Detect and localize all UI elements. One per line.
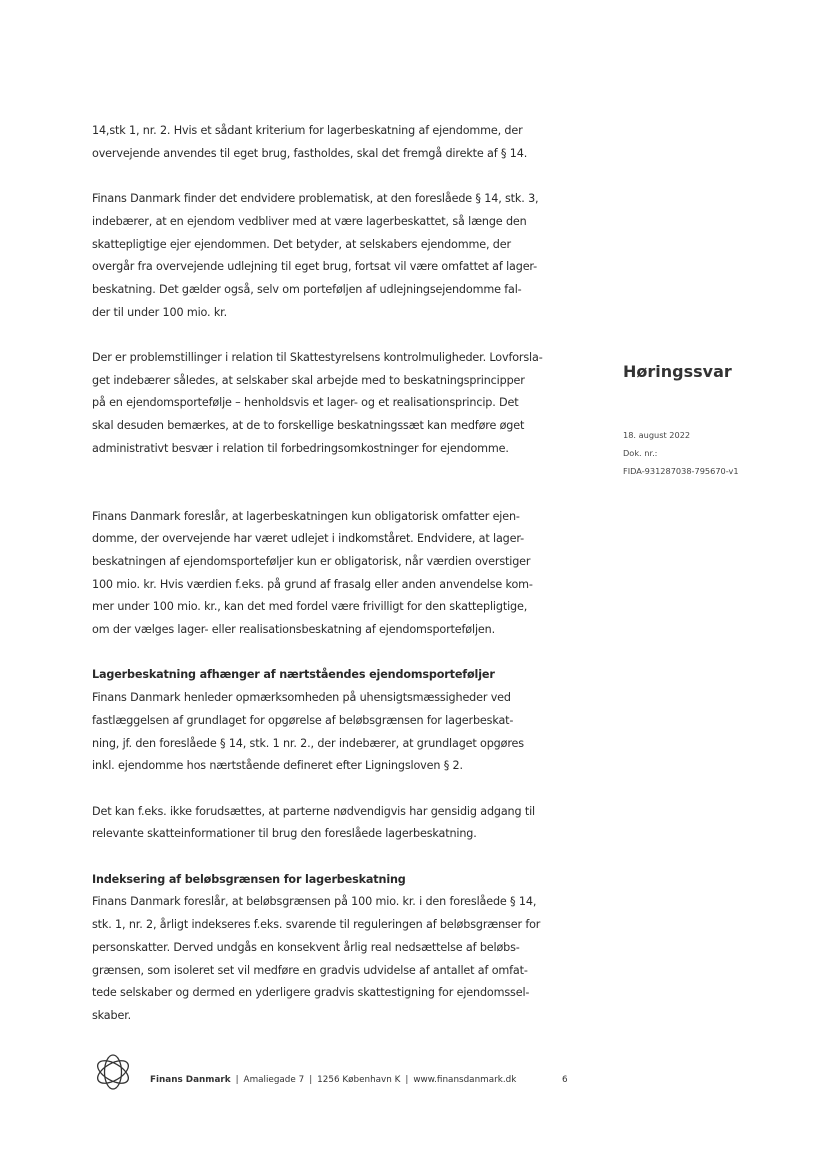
text-line: stk. 1, nr. 2, årligt indekseres f.eks. svarende til reguleringen af beløbsgrænser for [92, 918, 541, 932]
text-line: Det kan f.eks. ikke forudsættes, at parterne nødvendigvis har gensidig adgang til [92, 804, 536, 818]
document-number: FIDA-931287038-795670-v1 [623, 466, 739, 476]
text-line: overvejende anvendes til eget brug, fastholdes, skal det fremgå direkte af § 14. [92, 146, 528, 160]
text-line: skaber. [92, 1008, 132, 1022]
page-footer [92, 1050, 582, 1098]
finans-danmark-logo-icon [92, 1050, 134, 1094]
document-number-label: Dok. nr.: [623, 448, 658, 458]
document-type-title: Høringssvar [623, 362, 732, 381]
text-line: beskatningen af ejendomsporteføljer kun er obligatorisk, når værdien overstiger [92, 554, 531, 568]
text-line: fastlæggelsen af grundlaget for opgørelse af beløbsgrænsen for lagerbeskat- [92, 713, 514, 727]
section-heading-lagerbeskatning: Lagerbeskatning afhænger af nærtståendes ejendomsporteføljer [92, 668, 495, 682]
text-line: tede selskaber og dermed en yderligere gradvis skattestigning for ejendomssel- [92, 986, 530, 1000]
text-line: mer under 100 mio. kr., kan det med fordel være frivilligt for den skattepligtige, [92, 600, 528, 614]
text-line: grænsen, som isoleret set vil medføre en gradvis udvidelse af antallet af omfat- [92, 963, 528, 977]
text-line: administrativt besvær i relation til forbedringsomkostninger for ejendomme. [92, 441, 509, 455]
text-line: indebærer, at en ejendom vedbliver med at være lagerbeskattet, så længe den [92, 214, 527, 228]
document-date: 18. august 2022 [623, 430, 691, 440]
text-line: der til under 100 mio. kr. [92, 305, 228, 319]
paragraph-1 [92, 120, 572, 165]
paragraph-4 [92, 506, 572, 642]
text-line: domme, der overvejende har været udlejet i indkomståret. Endvidere, at lager- [92, 532, 524, 546]
text-line: Finans Danmark finder det endvidere problematisk, at den foreslåede § 14, stk. 3, [92, 192, 539, 206]
text-line: Finans Danmark henleder opmærksomheden på uhensigtsmæssigheder ved [92, 691, 511, 705]
text-line: relevante skatteinformationer til brug den foreslåede lagerbeskatning. [92, 827, 477, 841]
text-line: inkl. ejendomme hos nærtstående defineret efter Ligningsloven § 2. [92, 759, 463, 773]
text-line: get indebærer således, at selskaber skal arbejde med to beskatningsprincipper [92, 373, 525, 387]
paragraph-2 [92, 188, 572, 324]
footer-brand: Finans Danmark [150, 1075, 231, 1085]
page-number: 6 [562, 1075, 568, 1085]
footer-contact: Finans Danmark | Amaliegade 7 | 1256 København K | www.finansdanmark.dk [150, 1075, 517, 1085]
text-line: skattepligtige ejer ejendommen. Det betyder, at selskabers ejendomme, der [92, 237, 511, 251]
text-line: skal desuden bemærkes, at de to forskellige beskatningssæt kan medføre øget [92, 419, 525, 433]
section-heading-indeksering: Indeksering af beløbsgrænsen for lagerbeskatning [92, 872, 406, 886]
text-line: beskatning. Det gælder også, selv om porteføljen af udlejningsejendomme fal- [92, 282, 522, 296]
document-meta [623, 426, 739, 480]
footer-city: 1256 København K [317, 1075, 401, 1085]
text-line: Finans Danmark foreslår, at beløbsgrænsen på 100 mio. kr. i den foreslåede § 14, [92, 895, 537, 909]
paragraph-5 [92, 687, 572, 778]
text-line: 14,stk 1, nr. 2. Hvis et sådant kriterium for lagerbeskatning af ejendomme, der [92, 124, 523, 137]
text-line: om der vælges lager- eller realisationsbeskatning af ejendomsporteføljen. [92, 623, 496, 637]
text-line: på en ejendomsportefølje – henholdsvis et lager- og et realisationsprincip. Det [92, 396, 519, 410]
paragraph-3 [92, 347, 572, 461]
text-line: overgår fra overvejende udlejning til eget brug, fortsat vil være omfattet af lager- [92, 260, 538, 274]
footer-website-link[interactable]: www.finansdanmark.dk [413, 1075, 517, 1085]
text-line: personskatter. Derved undgås en konsekvent årlig real nedsættelse af beløbs- [92, 940, 520, 954]
text-line: 100 mio. kr. Hvis værdien f.eks. på grund af frasalg eller anden anvendelse kom- [92, 577, 533, 591]
paragraph-7 [92, 891, 572, 1027]
text-line: Der er problemstillinger i relation til Skattestyrelsens kontrolmuligheder. Lovforsla- [92, 351, 543, 364]
text-line: Finans Danmark foreslår, at lagerbeskatningen kun obligatorisk omfatter ejen- [92, 509, 520, 523]
text-line: ning, jf. den foreslåede § 14, stk. 1 nr. 2., der indebærer, at grundlaget opgøres [92, 736, 524, 750]
paragraph-6 [92, 801, 572, 846]
document-body [92, 120, 572, 1028]
footer-address: Amaliegade 7 [243, 1075, 305, 1085]
